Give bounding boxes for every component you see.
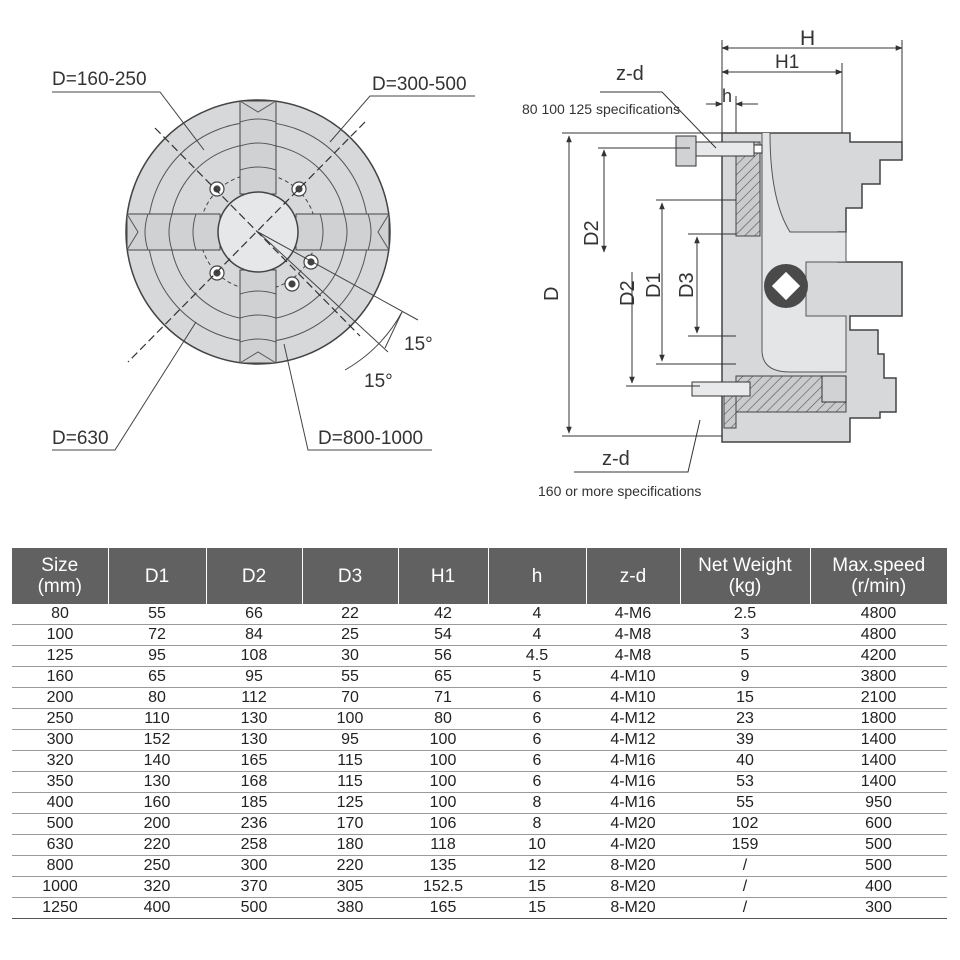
- table-cell: 55: [302, 667, 398, 688]
- table-cell: 4-M12: [586, 730, 680, 751]
- column-header-unit: (mm): [37, 576, 82, 597]
- wrench-socket: [764, 264, 808, 308]
- label-d630: D=630: [52, 428, 109, 449]
- table-cell: 42: [398, 604, 488, 625]
- table-cell: 400: [108, 898, 206, 919]
- table-cell: 4-M16: [586, 751, 680, 772]
- table-cell: 100: [398, 793, 488, 814]
- jaw-top: [240, 101, 276, 194]
- table-cell: 630: [12, 835, 108, 856]
- table-cell: 1250: [12, 898, 108, 919]
- column-header-unit: (kg): [728, 576, 762, 597]
- table-cell: 95: [108, 646, 206, 667]
- column-header-label: Net Weight: [698, 555, 792, 576]
- table-header-row: [12, 548, 947, 604]
- table-cell: 950: [810, 793, 947, 814]
- table-cell: 305: [302, 877, 398, 898]
- table-cell: 600: [810, 814, 947, 835]
- table-cell: 4-M20: [586, 814, 680, 835]
- table-cell: 152.5: [398, 877, 488, 898]
- table-cell: 5: [488, 667, 586, 688]
- table-cell: 500: [12, 814, 108, 835]
- table-cell: 180: [302, 835, 398, 856]
- table-cell: 1000: [12, 877, 108, 898]
- table-cell: 4-M16: [586, 772, 680, 793]
- label-angle-a: 15°: [404, 334, 433, 355]
- table-cell: 250: [12, 709, 108, 730]
- table-cell: 250: [108, 856, 206, 877]
- table-cell: 71: [398, 688, 488, 709]
- column-header: [586, 548, 680, 604]
- table-row: [12, 625, 947, 646]
- table-cell: 4.5: [488, 646, 586, 667]
- table-cell: 125: [12, 646, 108, 667]
- table-cell: 220: [108, 835, 206, 856]
- table-cell: 4-M8: [586, 625, 680, 646]
- label-D: D: [541, 286, 563, 301]
- label-H: H: [800, 27, 816, 50]
- table-cell: 80: [12, 604, 108, 625]
- table-cell: 160: [108, 793, 206, 814]
- table-cell: 4-M6: [586, 604, 680, 625]
- specification-table: [12, 548, 947, 919]
- table-row: [12, 709, 947, 730]
- table-cell: /: [680, 877, 810, 898]
- table-cell: 15: [488, 898, 586, 919]
- table-cell: 1800: [810, 709, 947, 730]
- table-cell: 152: [108, 730, 206, 751]
- table-cell: 15: [680, 688, 810, 709]
- table-cell: 4-M10: [586, 667, 680, 688]
- label-D2-upper: D2: [581, 220, 603, 246]
- table-cell: 102: [680, 814, 810, 835]
- table-cell: 168: [206, 772, 302, 793]
- front-view: [52, 69, 475, 450]
- table-cell: 39: [680, 730, 810, 751]
- column-header: [488, 548, 586, 604]
- jaw-right: [296, 214, 389, 250]
- table-cell: 160: [12, 667, 108, 688]
- table-cell: 5: [680, 646, 810, 667]
- jaw-bottom: [240, 270, 276, 363]
- table-cell: 170: [302, 814, 398, 835]
- hatch-section-small: [724, 392, 736, 428]
- table-cell: 800: [12, 856, 108, 877]
- column-header-label: D1: [144, 565, 170, 587]
- table-cell: 30: [302, 646, 398, 667]
- table-cell: 135: [398, 856, 488, 877]
- table-cell: 100: [398, 772, 488, 793]
- table-cell: 300: [206, 856, 302, 877]
- column-header: [302, 548, 398, 604]
- table-cell: 72: [108, 625, 206, 646]
- table-cell: 350: [12, 772, 108, 793]
- table-row: [12, 730, 947, 751]
- table-cell: 95: [302, 730, 398, 751]
- table-cell: 130: [206, 709, 302, 730]
- table-cell: 106: [398, 814, 488, 835]
- table-cell: 55: [680, 793, 810, 814]
- label-h: h: [722, 86, 733, 106]
- column-header-label: Size: [41, 555, 79, 576]
- label-d800-1000: D=800-1000: [318, 428, 424, 449]
- table-cell: 258: [206, 835, 302, 856]
- table-cell: 100: [12, 625, 108, 646]
- table-row: [12, 667, 947, 688]
- table-cell: 370: [206, 877, 302, 898]
- table-cell: 8-M20: [586, 877, 680, 898]
- table-row: [12, 856, 947, 877]
- column-header: [108, 548, 206, 604]
- column-header: [12, 548, 108, 604]
- table-cell: 6: [488, 772, 586, 793]
- table-cell: 1400: [810, 730, 947, 751]
- table-cell: 220: [302, 856, 398, 877]
- table-cell: 300: [12, 730, 108, 751]
- label-d300-500: D=300-500: [372, 74, 467, 95]
- table-cell: 165: [398, 898, 488, 919]
- table-cell: 6: [488, 688, 586, 709]
- column-header-label: h: [531, 565, 543, 587]
- label-D3: D3: [676, 272, 698, 298]
- column-header-label: z-d: [619, 565, 647, 587]
- table-cell: 55: [108, 604, 206, 625]
- table-cell: 6: [488, 730, 586, 751]
- table-cell: 500: [810, 835, 947, 856]
- table-cell: 400: [810, 877, 947, 898]
- table-cell: 400: [12, 793, 108, 814]
- table-cell: 8-M20: [586, 898, 680, 919]
- table-cell: /: [680, 898, 810, 919]
- table-cell: 8: [488, 814, 586, 835]
- table-cell: 4-M12: [586, 709, 680, 730]
- table-cell: 125: [302, 793, 398, 814]
- table-row: [12, 646, 947, 667]
- label-zd-bottom: z-d: [602, 448, 630, 470]
- table-cell: 10: [488, 835, 586, 856]
- table-cell: 65: [108, 667, 206, 688]
- table-cell: 4-M8: [586, 646, 680, 667]
- table-row: [12, 772, 947, 793]
- label-spec-bottom: 160 or more specifications: [538, 483, 702, 499]
- table-cell: 12: [488, 856, 586, 877]
- table-row: [12, 877, 947, 898]
- table-cell: 84: [206, 625, 302, 646]
- table-cell: 8: [488, 793, 586, 814]
- table-cell: 380: [302, 898, 398, 919]
- table-cell: 22: [302, 604, 398, 625]
- table-row: [12, 688, 947, 709]
- table-cell: 110: [108, 709, 206, 730]
- table-cell: 300: [810, 898, 947, 919]
- table-cell: 500: [206, 898, 302, 919]
- table-row: [12, 814, 947, 835]
- column-header: [810, 548, 947, 604]
- table-body: [12, 604, 947, 919]
- label-angle-b: 15°: [364, 371, 393, 392]
- table-cell: 1400: [810, 751, 947, 772]
- table-cell: 100: [398, 730, 488, 751]
- table-cell: 115: [302, 772, 398, 793]
- table-cell: 500: [810, 856, 947, 877]
- label-D1: D1: [643, 272, 665, 298]
- column-header: [680, 548, 810, 604]
- table-cell: 6: [488, 751, 586, 772]
- side-view: [522, 27, 902, 499]
- table-cell: 80: [398, 709, 488, 730]
- table-cell: 2100: [810, 688, 947, 709]
- table-row: [12, 604, 947, 625]
- table-cell: 108: [206, 646, 302, 667]
- table-cell: 320: [108, 877, 206, 898]
- table-cell: 115: [302, 751, 398, 772]
- table-cell: 320: [12, 751, 108, 772]
- table-cell: 15: [488, 877, 586, 898]
- table-cell: 100: [302, 709, 398, 730]
- column-header-label: D3: [337, 565, 363, 587]
- table-cell: /: [680, 856, 810, 877]
- table-cell: 6: [488, 709, 586, 730]
- label-spec-top: 80 100 125 specifications: [522, 101, 680, 117]
- table-cell: 112: [206, 688, 302, 709]
- table-cell: 70: [302, 688, 398, 709]
- column-header-label: Max.speed: [832, 555, 926, 576]
- table-cell: 4-M20: [586, 835, 680, 856]
- table-cell: 65: [398, 667, 488, 688]
- table-cell: 118: [398, 835, 488, 856]
- table-cell: 130: [206, 730, 302, 751]
- table-cell: 3: [680, 625, 810, 646]
- column-header-unit: (r/min): [851, 576, 907, 597]
- table-cell: 4200: [810, 646, 947, 667]
- table-cell: 4-M16: [586, 793, 680, 814]
- table-cell: 3800: [810, 667, 947, 688]
- table-cell: 2.5: [680, 604, 810, 625]
- table-cell: 66: [206, 604, 302, 625]
- table-cell: 9: [680, 667, 810, 688]
- table-cell: 95: [206, 667, 302, 688]
- jaw-left: [127, 214, 220, 250]
- table-cell: 100: [398, 751, 488, 772]
- label-d160-250: D=160-250: [52, 69, 147, 90]
- table-cell: 130: [108, 772, 206, 793]
- table-cell: 159: [680, 835, 810, 856]
- table-cell: 4800: [810, 604, 947, 625]
- table-cell: 80: [108, 688, 206, 709]
- label-zd-top: z-d: [616, 63, 644, 85]
- table-cell: 56: [398, 646, 488, 667]
- table-cell: 23: [680, 709, 810, 730]
- table-cell: 165: [206, 751, 302, 772]
- table-cell: 185: [206, 793, 302, 814]
- table-row: [12, 793, 947, 814]
- table-cell: 25: [302, 625, 398, 646]
- table-row: [12, 898, 947, 919]
- table-cell: 40: [680, 751, 810, 772]
- table-cell: 4: [488, 604, 586, 625]
- table-cell: 140: [108, 751, 206, 772]
- table-cell: 53: [680, 772, 810, 793]
- table-cell: 4-M10: [586, 688, 680, 709]
- column-header: [398, 548, 488, 604]
- column-header-label: D2: [241, 565, 267, 587]
- table-cell: 54: [398, 625, 488, 646]
- table-cell: 1400: [810, 772, 947, 793]
- table-cell: 8-M20: [586, 856, 680, 877]
- table-cell: 4: [488, 625, 586, 646]
- table-row: [12, 835, 947, 856]
- table-cell: 200: [12, 688, 108, 709]
- table-cell: 200: [108, 814, 206, 835]
- column-header-label: H1: [430, 565, 456, 587]
- label-H1: H1: [775, 52, 800, 73]
- table-cell: 4800: [810, 625, 947, 646]
- table-cell: 236: [206, 814, 302, 835]
- column-header: [206, 548, 302, 604]
- table-row: [12, 751, 947, 772]
- label-D2-lower: D2: [617, 280, 639, 306]
